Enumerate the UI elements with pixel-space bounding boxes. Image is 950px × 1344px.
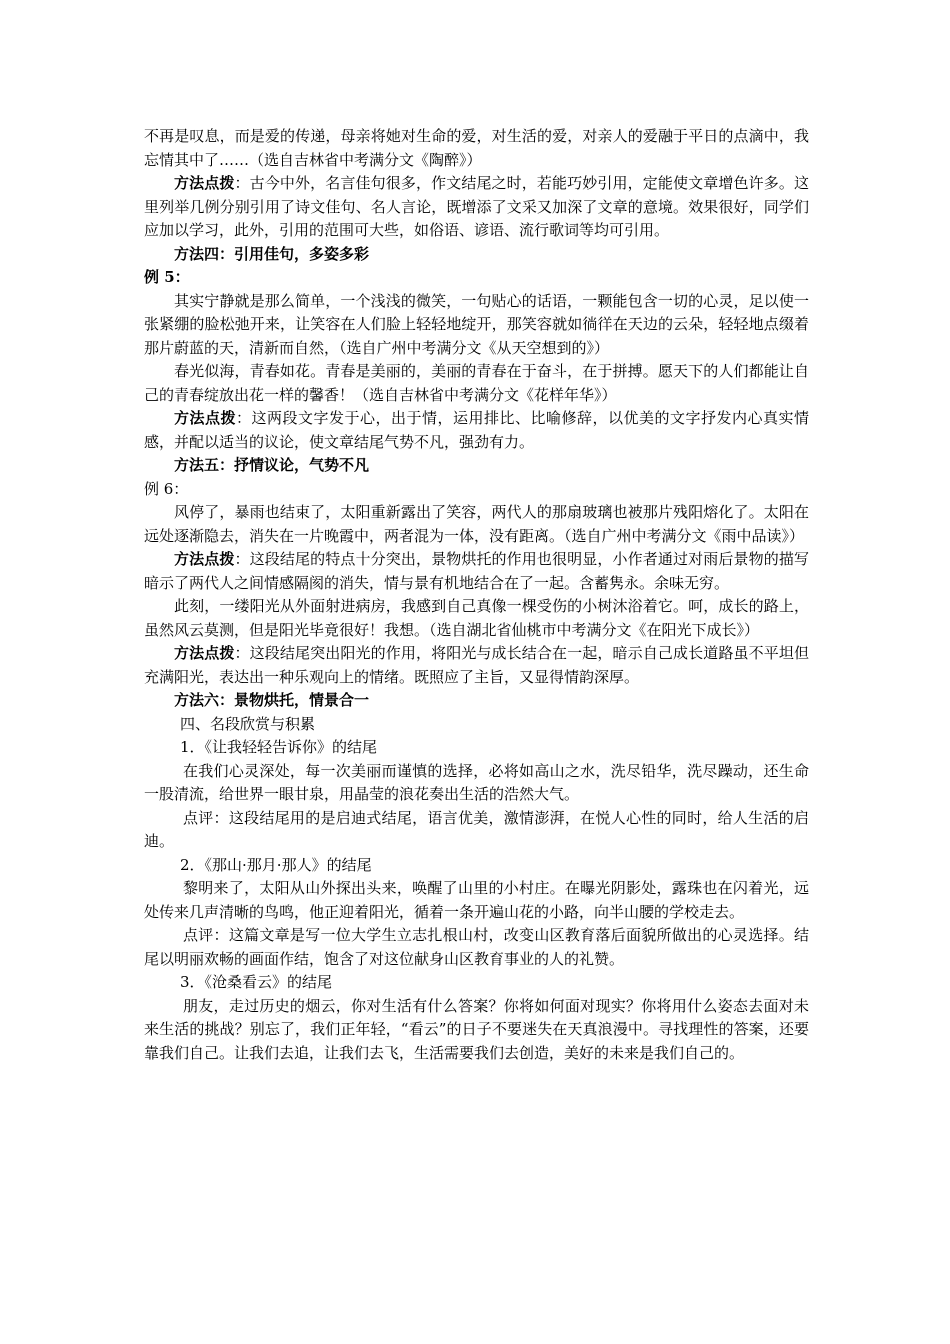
method-tip-4: 方法点拨：这段结尾突出阳光的作用，将阳光与成长结合在一起，暗示自己成长道路虽不平坦但充满阳光，表达出一种乐观向上的情绪。既照应了主旨，又显得情韵深厚。	[144, 644, 809, 686]
method-tip-2: 方法点拨：这两段文字发于心，出于情，运用排比、比喻修辞，以优美的文字抒发内心真实情感，并配以适当的议论，使文章结尾气势不凡，强劲有力。	[144, 409, 809, 451]
method-tip-label: 方法点拨	[174, 644, 235, 662]
method-tip-label: 方法点拨	[174, 409, 236, 427]
paragraph-taoxi-ending: 不再是叹息，而是爱的传递，母亲将她对生命的爱，对生活的爱，对亲人的爱融于平日的点滴中，我忘情其中了……（选自吉林省中考满分文《陶醉》）	[144, 127, 809, 169]
paragraph-comment-2: 点评：这篇文章是写一位大学生立志扎根山村，改变山区教育落后面貌所做出的心灵选择。结尾以明丽欢畅的画面作结，饱含了对这位献身山区教育事业的人的礼赞。	[144, 926, 809, 968]
paragraph-example-6b: 此刻，一缕阳光从外面射进病房，我感到自己真像一棵受伤的小树沐浴着它。呵，成长的路上，虽然风云莫测，但是阳光毕竟很好！我想。（选自湖北省仙桃市中考满分文《在阳光下成长》）	[144, 597, 809, 639]
method-heading-4: 方法四：引用佳句，多姿多彩	[174, 244, 370, 263]
paragraph-example-5a: 其实宁静就是那么简单，一个浅浅的微笑，一句贴心的话语，一颗能包含一切的心灵，足以使一张紧绷的脸松弛开来，让笑容在人们脸上轻轻地绽开，那笑容就如徜徉在天边的云朵，轻轻地点缀着那片蔚蓝的天，清新而自然，（选自广州中考满分文《从天空想到的》）	[144, 291, 809, 357]
paragraph-comment-1: 点评：这段结尾用的是启迪式结尾，语言优美，激情澎湃，在悦人心性的同时，给人生活的启迪。	[144, 808, 809, 850]
example-label-6: 例 6：	[144, 479, 189, 498]
paragraph-passage-1: 在我们心灵深处，每一次美丽而谨慎的选择，必将如高山之水，洗尽铅华，洗尽躁动，还生命一股清流，给世界一眼甘泉，用晶莹的浪花奏出生活的浩然大气。	[144, 761, 809, 803]
section-heading-4: 四、名段欣赏与积累	[180, 714, 316, 733]
method-heading-6: 方法六：景物烘托，情景合一	[174, 691, 370, 709]
document-body	[144, 125, 809, 1065]
subsection-3-title: 3．《沧桑看云》的结尾	[180, 973, 333, 991]
method-tip-1: 方法点拨：古今中外，名言佳句很多，作文结尾之时，若能巧妙引用，定能使文章增色许多。这里列举几例分别引用了诗文佳句、名人言论，既增添了文采又加深了文章的意境。效果很好，同学们应加以学习，此外，引用的范围可大些，如俗语、谚语、流行歌词等均可引用。	[144, 174, 809, 239]
method-tip-3: 方法点拨：这段结尾的特点十分突出，景物烘托的作用也很明显，小作者通过对雨后景物的描写暗示了两代人之间情感隔阂的消失，情与景有机地结合在了一起。含蓄隽永。余味无穷。	[144, 550, 809, 592]
paragraph-passage-2: 黎明来了，太阳从山外探出头来，唤醒了山里的小村庄。在曝光阴影处，露珠也在闪着光，远处传来几声清晰的鸟鸣，他正迎着阳光，循着一条开遍山花的小路，向半山腰的学校走去。	[144, 879, 809, 921]
method-tip-label: 方法点拨	[174, 550, 235, 568]
subsection-2-title: 2．《那山·那月·那人》的结尾	[180, 855, 372, 874]
example-label-5: 例 5：	[144, 268, 190, 286]
paragraph-example-6a: 风停了，暴雨也结束了，太阳重新露出了笑容，两代人的那扇玻璃也被那片残阳熔化了。太阳在远处逐渐隐去，消失在一片晚霞中，两者混为一体，没有距离。（选自广州中考满分文《雨中品读》）	[144, 503, 809, 545]
paragraph-passage-3: 朋友，走过历史的烟云，你对生活有什么答案？你将如何面对现实？你将用什么姿态去面对未来生活的挑战？别忘了，我们正年轻，“看云”的日子不要迷失在天真浪漫中。寻找理性的答案，还要靠我们自己。让我们去追，让我们去飞，生活需要我们去创造，美好的未来是我们自己的。	[144, 996, 809, 1062]
paragraph-example-5b: 春光似海，青春如花。青春是美丽的，美丽的青春在于奋斗，在于拼搏。愿天下的人们都能让自己的青春绽放出花一样的馨香！（选自吉林省中考满分文《花样年华》）	[144, 362, 809, 404]
subsection-1-title: 1．《让我轻轻告诉你》的结尾	[180, 738, 378, 756]
method-heading-5: 方法五：抒情议论，气势不凡	[174, 456, 370, 474]
method-tip-label: 方法点拨	[174, 174, 235, 192]
